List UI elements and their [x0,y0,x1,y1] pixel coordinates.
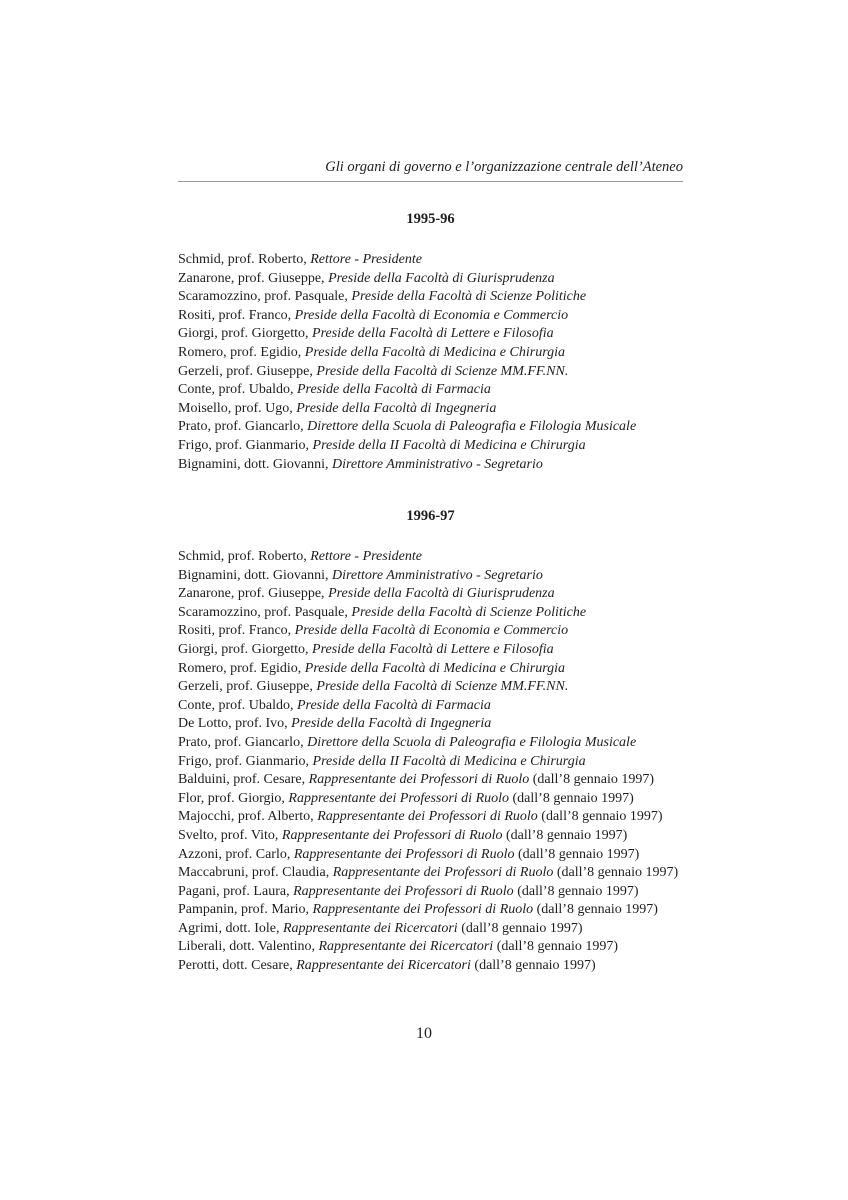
member-role: Rappresentante dei Professori di Ruolo [312,902,534,918]
section-1996-97 [178,507,683,976]
member-name: Giorgi, prof. Giorgetto, [178,326,313,342]
member-entry [178,753,683,772]
member-entry [178,734,683,753]
member-name: Schmid, prof. Roberto, [178,252,311,267]
section-year-heading: 1996-97 [406,508,455,524]
member-entry [178,251,683,270]
member-role: Preside della Facoltà di Farmacia [296,382,491,398]
member-role: Preside della Facoltà di Scienze MM.FF.NN. [316,363,569,379]
member-entry [178,883,683,902]
member-entry [178,363,683,382]
member-entry [178,715,683,734]
member-role: Preside della Facoltà di Medicina e Chirurgia [304,660,566,676]
member-role: Preside della Facoltà di Economia e Commercio [294,307,569,323]
member-entry [178,567,683,586]
member-note: (dall’8 gennaio 1997) [470,958,596,974]
member-entry [178,400,683,419]
member-role: Direttore della Scuola di Paleografia e Filologia Musicale [307,734,637,750]
member-name: Scaramozzino, prof. Pasquale, [178,604,352,620]
member-note: (dall’8 gennaio 1997) [493,939,618,955]
member-name: Pagani, prof. Laura, [178,883,294,899]
member-role: Rappresentante dei Ricercatori [318,939,494,955]
member-note: (dall’8 gennaio 1997) [457,920,583,936]
member-name: Frigo, prof. Gianmario, [178,753,313,769]
member-name: Prato, prof. Giancarlo, [178,419,308,435]
member-role: Direttore della Scuola di Paleografia e Filologia Musicale [307,419,637,435]
member-entry [178,270,683,289]
member-role: Preside della Facoltà di Farmacia [296,697,491,713]
member-list [178,548,683,976]
member-role: Preside della Facoltà di Medicina e Chirurgia [304,344,566,360]
member-role: Preside della Facoltà di Scienze Politiche [351,604,587,620]
member-role: Preside della Facoltà di Lettere e Filosofia [312,326,554,342]
member-note: (dall’8 gennaio 1997) [533,902,658,918]
member-name: Rositi, prof. Franco, [178,623,295,639]
member-name: Flor, prof. Giorgio, [178,790,289,806]
member-entry [178,622,683,641]
section-1995-96 [178,210,683,474]
member-name: Zanarone, prof. Giuseppe, [178,270,329,286]
member-entry [178,864,683,883]
member-entry [178,957,683,976]
member-entry [178,437,683,456]
member-name: Bignamini, dott. Giovanni, [178,456,332,472]
member-name: Romero, prof. Egidio, [178,660,305,676]
member-role: Direttore Amministrativo - Segretario [332,456,543,472]
member-name: Moisello, prof. Ugo, [178,400,297,416]
member-entry [178,771,683,790]
member-name: Perotti, dott. Cesare, [178,958,297,974]
member-name: Scaramozzino, prof. Pasquale, [178,289,352,305]
member-name: Svelto, prof. Vito, [178,827,282,843]
member-role: Preside della Facoltà di Ingegneria [296,400,497,416]
member-name: Prato, prof. Giancarlo, [178,734,308,750]
page-number: 10 [416,1025,432,1042]
member-role: Rappresentante dei Professori di Ruolo [293,883,514,899]
header-rule [178,181,683,182]
member-name: Pampanin, prof. Mario, [178,902,313,918]
member-role: Rettore - Presidente [310,252,422,267]
member-entry [178,641,683,660]
member-role: Rappresentante dei Professori di Ruolo [288,790,510,806]
member-role: Rettore - Presidente [310,549,422,564]
member-role: Rappresentante dei Professori di Ruolo [332,865,554,881]
member-role: Rappresentante dei Ricercatori [296,958,471,974]
member-role: Rappresentante dei Ricercatori [283,920,458,936]
member-note: (dall’8 gennaio 1997) [553,865,679,881]
member-role: Preside della Facoltà di Giurisprudenza [328,586,555,602]
member-name: Bignamini, dott. Giovanni, [178,567,332,583]
member-name: Gerzeli, prof. Giuseppe, [178,363,317,379]
member-entry [178,585,683,604]
member-entry [178,827,683,846]
member-entry [178,901,683,920]
member-name: De Lotto, prof. Ivo, [178,716,292,732]
member-role: Rappresentante dei Professori di Ruolo [293,846,515,862]
member-role: Preside della II Facoltà di Medicina e Chirurgia [312,437,586,453]
member-role: Rappresentante dei Professori di Ruolo [281,827,503,843]
member-name: Agrimi, dott. Iole, [178,920,283,936]
member-note: (dall’8 gennaio 1997) [537,809,663,825]
member-entry [178,381,683,400]
member-note: (dall’8 gennaio 1997) [502,827,628,843]
member-role: Preside della Facoltà di Economia e Commercio [294,623,569,639]
member-role: Preside della Facoltà di Scienze MM.FF.NN. [316,679,569,695]
member-role: Direttore Amministrativo - Segretario [332,567,543,583]
member-list [178,251,683,474]
member-role: Preside della Facoltà di Ingegneria [291,716,492,732]
member-role: Rappresentante dei Professori di Ruolo [317,809,538,825]
member-entry [178,307,683,326]
member-role: Preside della Facoltà di Scienze Politiche [351,289,587,305]
member-name: Majocchi, prof. Alberto, [178,809,318,825]
member-note: (dall’8 gennaio 1997) [529,772,655,788]
running-header: Gli organi di governo e l’organizzazione centrale dell’Ateneo [325,159,683,175]
member-role: Preside della II Facoltà di Medicina e Chirurgia [312,753,586,769]
member-name: Maccabruni, prof. Claudia, [178,865,333,881]
member-entry [178,344,683,363]
member-entry [178,418,683,437]
member-name: Liberali, dott. Valentino, [178,939,319,955]
member-entry [178,790,683,809]
member-note: (dall’8 gennaio 1997) [514,846,640,862]
member-name: Zanarone, prof. Giuseppe, [178,586,329,602]
member-role: Preside della Facoltà di Giurisprudenza [328,270,555,286]
member-entry [178,660,683,679]
member-note: (dall’8 gennaio 1997) [509,790,634,806]
member-name: Azzoni, prof. Carlo, [178,846,294,862]
member-name: Conte, prof. Ubaldo, [178,382,297,398]
member-name: Frigo, prof. Gianmario, [178,437,313,453]
member-name: Conte, prof. Ubaldo, [178,697,297,713]
member-entry [178,548,683,567]
member-entry [178,456,683,475]
member-entry [178,678,683,697]
member-note: (dall’8 gennaio 1997) [513,883,639,899]
member-name: Gerzeli, prof. Giuseppe, [178,679,317,695]
member-entry [178,938,683,957]
section-year-heading: 1995-96 [406,211,455,227]
member-name: Giorgi, prof. Giorgetto, [178,641,313,657]
member-entry [178,604,683,623]
member-name: Romero, prof. Egidio, [178,344,305,360]
member-role: Rappresentante dei Professori di Ruolo [308,772,530,788]
member-entry [178,920,683,939]
member-name: Schmid, prof. Roberto, [178,549,311,564]
member-entry [178,808,683,827]
member-name: Rositi, prof. Franco, [178,307,295,323]
member-entry [178,846,683,865]
member-name: Balduini, prof. Cesare, [178,772,309,788]
member-entry [178,288,683,307]
member-entry [178,325,683,344]
member-entry [178,697,683,716]
member-role: Preside della Facoltà di Lettere e Filosofia [312,641,554,657]
